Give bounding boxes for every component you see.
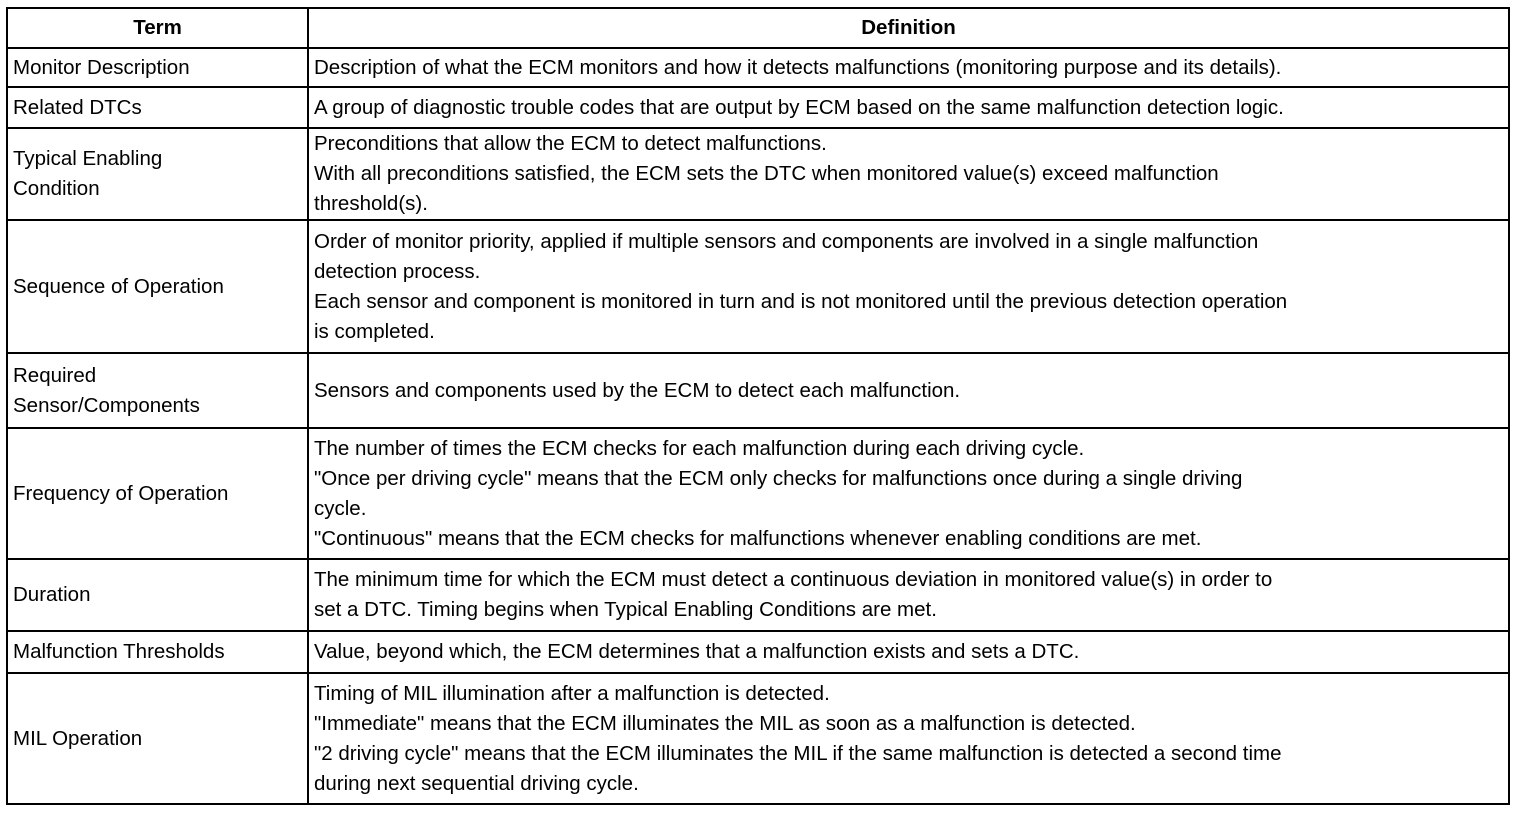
definition-line: The minimum time for which the ECM must detect a continuous deviation in monitored value(s) in order to [314, 568, 1273, 591]
table-row [7, 428, 1509, 559]
header-row [7, 8, 1509, 48]
term-cell: Malfunction Thresholds [7, 631, 308, 673]
definition-line: With all preconditions satisfied, the ECM sets the DTC when monitored value(s) exceed malfunction [314, 162, 1219, 185]
table-row [7, 220, 1509, 353]
definition-cell [308, 87, 1509, 128]
definition-line: cycle. [314, 496, 367, 520]
definition-cell [308, 220, 1509, 353]
definition-line: A group of diagnostic trouble codes that are output by ECM based on the same malfunction detection logic. [314, 95, 1284, 119]
term-cell [7, 353, 308, 428]
definition-line: detection process. [314, 259, 481, 283]
definition-line: threshold(s). [314, 192, 428, 215]
term-cell: MIL Operation [7, 673, 308, 804]
definition-line: is completed. [314, 319, 435, 343]
term-cell [7, 128, 308, 220]
table-row [7, 631, 1509, 673]
definition-line: set a DTC. Timing begins when Typical Enabling Conditions are met. [314, 598, 937, 621]
definition-line: Each sensor and component is monitored in turn and is not monitored until the previous detection operation [314, 289, 1288, 313]
terms-table [6, 7, 1510, 805]
term-line: Typical Enabling [13, 147, 163, 170]
definition-column-header: Definition [308, 8, 1509, 48]
definition-cell [308, 128, 1509, 220]
table-row [7, 87, 1509, 128]
definition-cell [308, 631, 1509, 673]
definition-line: "Continuous" means that the ECM checks for malfunctions whenever enabling conditions are met. [314, 526, 1202, 550]
table-row [7, 673, 1509, 804]
term-cell: Related DTCs [7, 87, 308, 128]
term-column-header: Term [7, 8, 308, 48]
definition-cell [308, 353, 1509, 428]
definition-line: Sensors and components used by the ECM to detect each malfunction. [314, 378, 961, 402]
term-cell: Monitor Description [7, 48, 308, 87]
term-cell: Frequency of Operation [7, 428, 308, 559]
definition-line: Order of monitor priority, applied if multiple sensors and components are involved in a single malfunction [314, 229, 1259, 253]
term-cell: Sequence of Operation [7, 220, 308, 353]
term-line: Condition [13, 177, 100, 200]
table-row [7, 48, 1509, 87]
definition-line: "Once per driving cycle" means that the ECM only checks for malfunctions once during a single driving [314, 466, 1243, 490]
term-line: Sensor/Components [13, 393, 200, 417]
term-line: Required [13, 363, 97, 387]
definition-cell [308, 559, 1509, 631]
definition-cell [308, 48, 1509, 87]
term-cell: Duration [7, 559, 308, 631]
definition-line: Description of what the ECM monitors and how it detects malfunctions (monitoring purpose and its details). [314, 55, 1282, 79]
definition-line: Value, beyond which, the ECM determines that a malfunction exists and sets a DTC. [314, 640, 1080, 663]
definition-line: Preconditions that allow the ECM to detect malfunctions. [314, 132, 827, 155]
definition-cell [308, 428, 1509, 559]
definition-line: during next sequential driving cycle. [314, 771, 639, 795]
definition-line: "2 driving cycle" means that the ECM illuminates the MIL if the same malfunction is detected a second time [314, 741, 1282, 765]
table-row [7, 353, 1509, 428]
table-row [7, 559, 1509, 631]
definition-line: The number of times the ECM checks for each malfunction during each driving cycle. [314, 436, 1085, 460]
definition-cell [308, 673, 1509, 804]
definition-line: Timing of MIL illumination after a malfunction is detected. [314, 681, 830, 705]
table-row [7, 128, 1509, 220]
definition-line: "Immediate" means that the ECM illuminates the MIL as soon as a malfunction is detected. [314, 711, 1136, 735]
